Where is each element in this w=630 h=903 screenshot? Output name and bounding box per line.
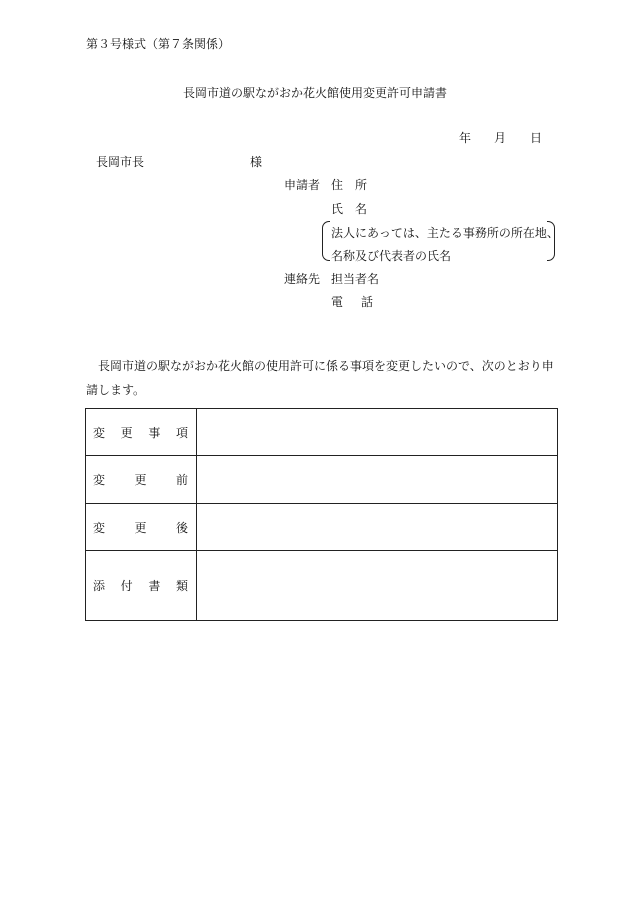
- name-label: 氏名: [331, 202, 380, 216]
- corporate-note-line2: 名称及び代表者の氏名: [331, 249, 452, 263]
- form-number-label: 第３号様式（第７条関係）: [86, 37, 231, 51]
- table-row: [86, 409, 558, 456]
- row-header-char: 変: [93, 473, 106, 487]
- corporate-note-line1: 法人にあっては、主たる事務所の所在地、: [331, 226, 559, 240]
- before-change-field[interactable]: [197, 456, 558, 504]
- row-header-char: 付: [120, 579, 133, 593]
- row-header-char: 更: [134, 473, 147, 487]
- addressee-honorific: 様: [250, 155, 263, 169]
- row-header-after-change: [86, 504, 197, 551]
- row-header-change-item: [86, 409, 197, 456]
- row-header-char: 添: [93, 579, 106, 593]
- row-header-char: 書: [148, 579, 161, 593]
- change-details-table: [85, 408, 558, 621]
- date-month-label: 月: [494, 131, 507, 145]
- contact-label: 連絡先: [284, 272, 321, 286]
- application-statement: 長岡市道の駅ながおか花火館の使用許可に係る事項を変更したいので、次のとおり申請します。: [86, 359, 554, 397]
- row-header-char: 項: [175, 425, 188, 440]
- document-title: 長岡市道の駅ながおか花火館使用変更許可申請書: [182, 86, 447, 100]
- applicant-label: 申請者: [284, 178, 321, 192]
- row-header-char: 変: [93, 520, 106, 535]
- after-change-field[interactable]: [197, 504, 558, 551]
- row-header-char: 後: [175, 520, 188, 535]
- address-label: 住所: [331, 178, 380, 192]
- date-day-label: 日: [530, 131, 543, 145]
- corporate-note-bracket-right: [547, 221, 555, 261]
- attachments-field[interactable]: [197, 551, 558, 621]
- row-header-char: 類: [175, 579, 188, 593]
- row-header-before-change: [86, 456, 197, 504]
- row-header-char: 更: [134, 520, 147, 535]
- row-header-attachments: [86, 551, 197, 621]
- corporate-note-bracket-left: [322, 221, 330, 261]
- phone-label: 電話: [331, 295, 392, 309]
- row-header-char: 変: [93, 425, 106, 440]
- date-year-label: 年: [459, 131, 472, 145]
- table-row: [86, 504, 558, 551]
- row-header-char: 更: [120, 425, 133, 440]
- person-in-charge-label: 担当者名: [331, 272, 380, 286]
- change-item-field[interactable]: [197, 409, 558, 456]
- row-header-char: 事: [148, 425, 161, 440]
- addressee: 長岡市長: [96, 155, 145, 169]
- table-row: [86, 551, 558, 621]
- table-row: [86, 456, 558, 504]
- row-header-char: 前: [175, 473, 188, 487]
